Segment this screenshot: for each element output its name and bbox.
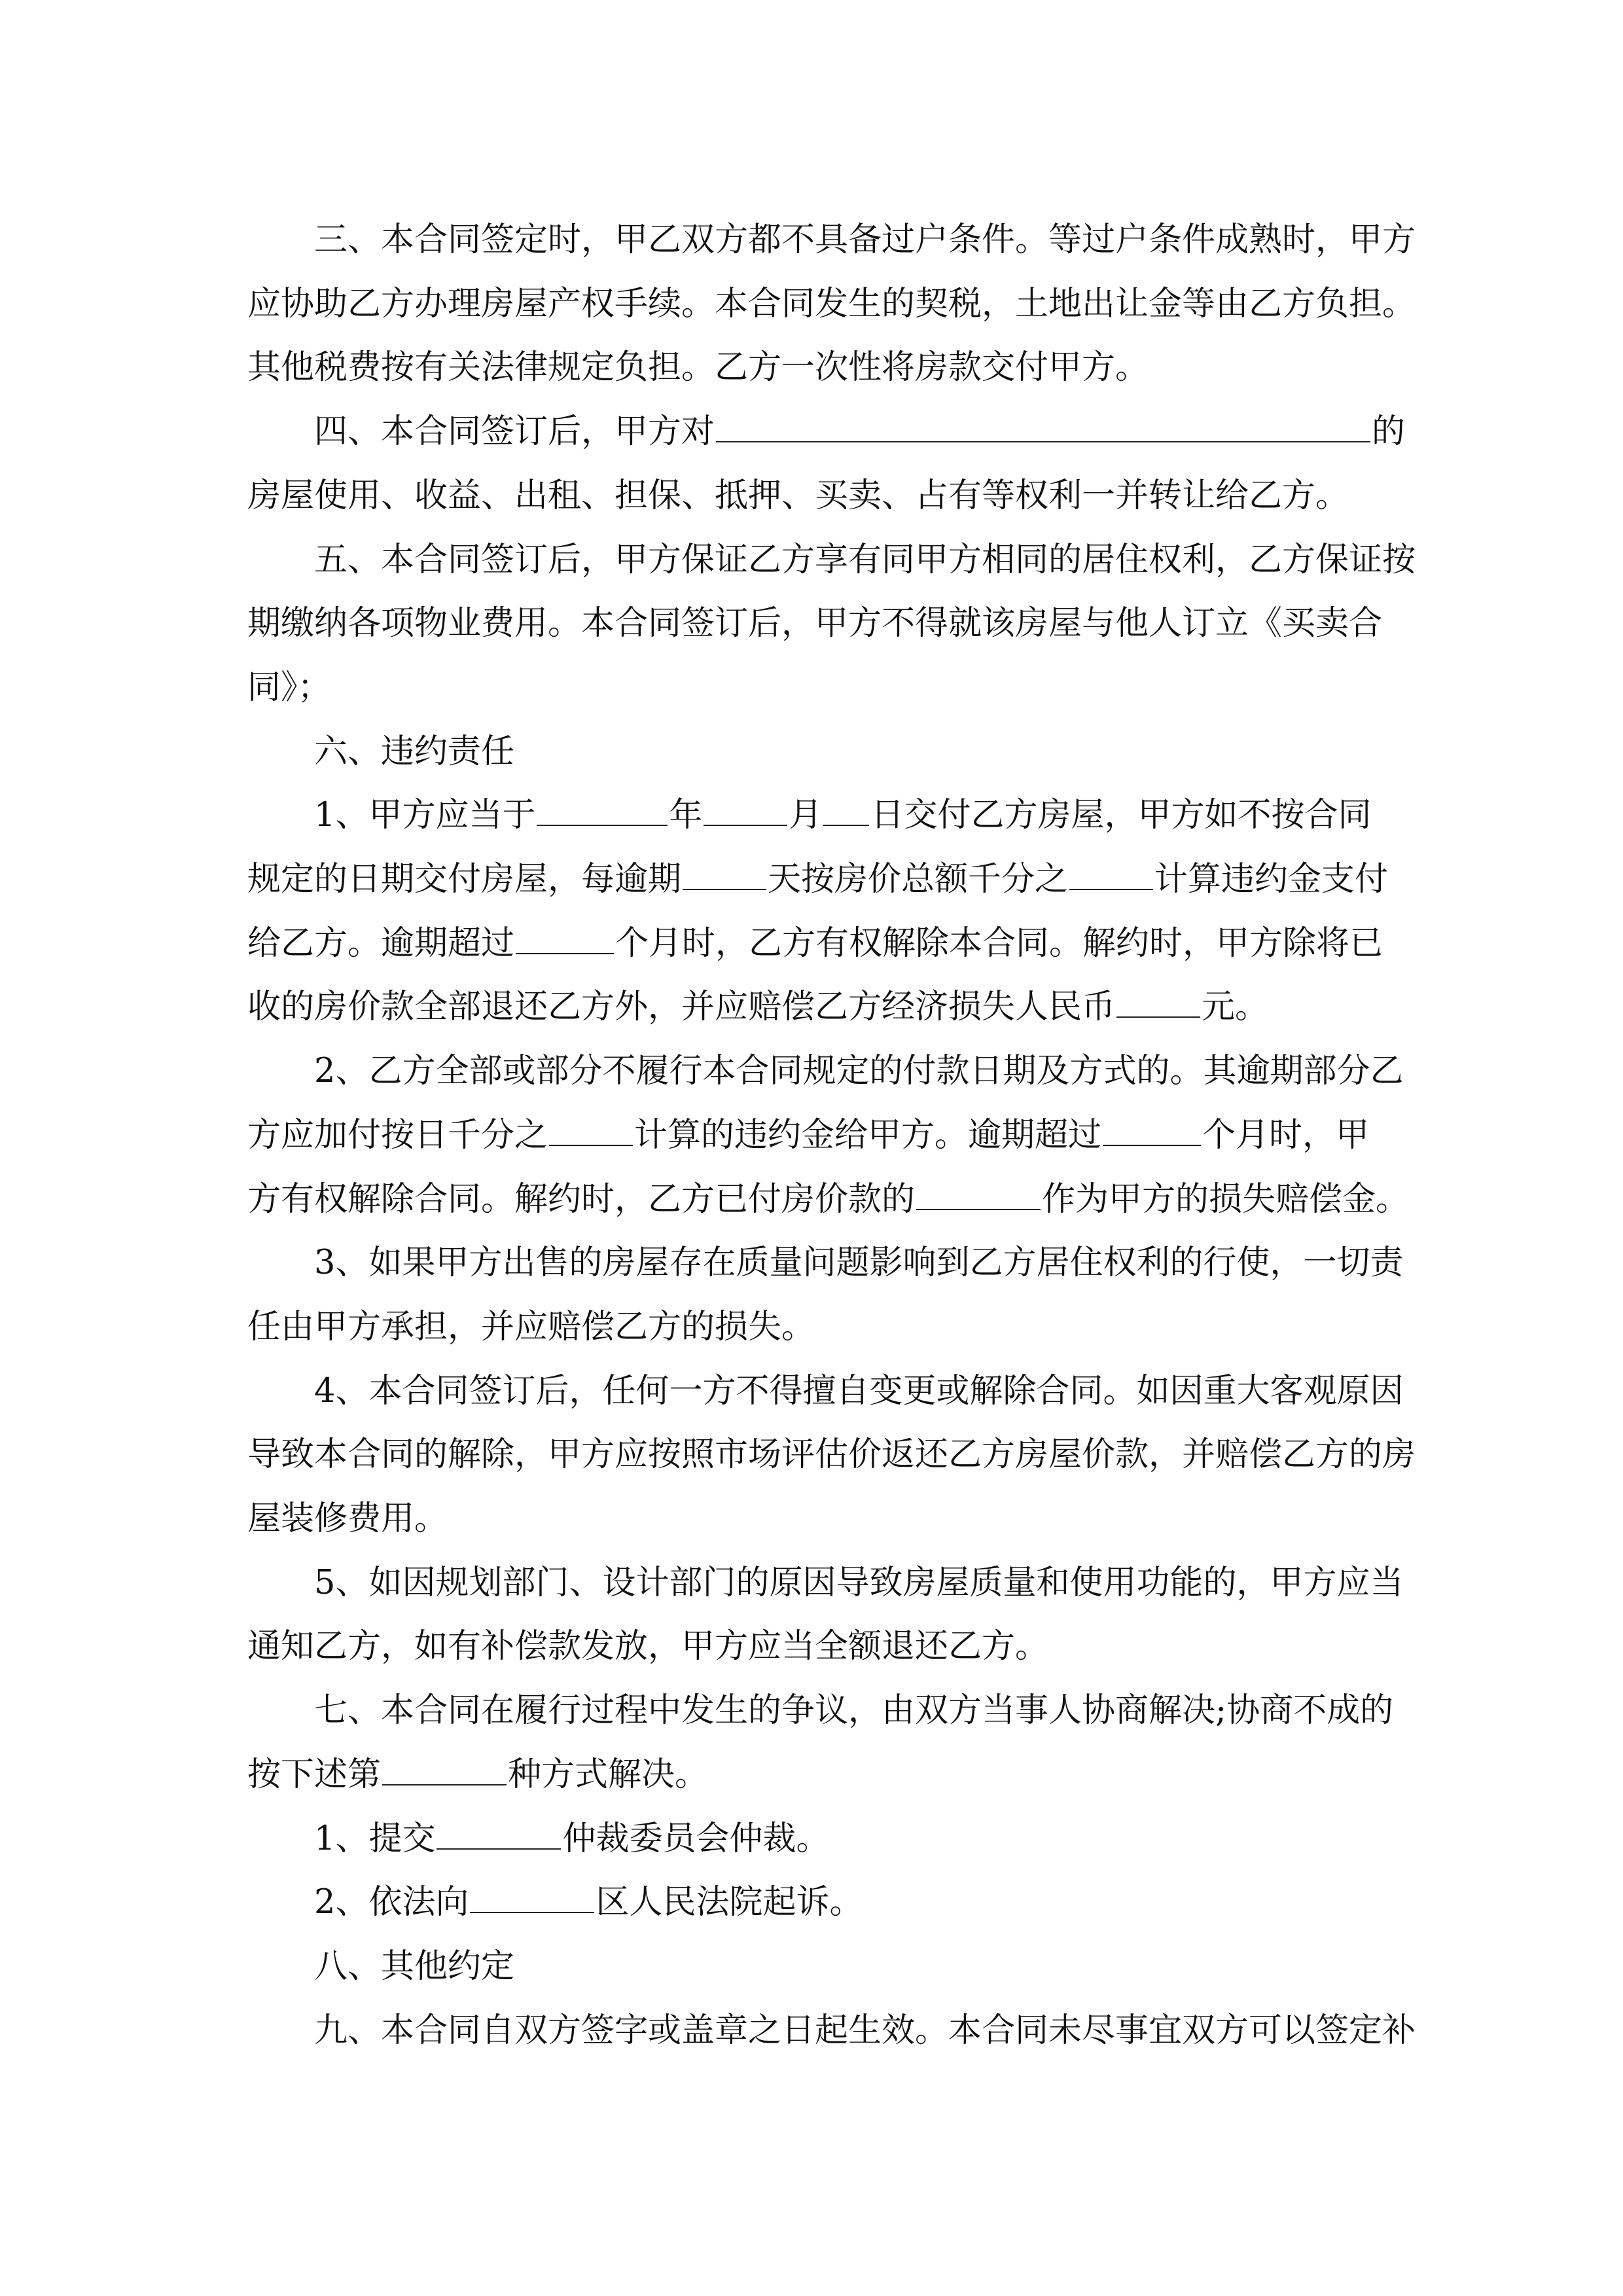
text-line: 房屋使用、收益、出租、担保、抵押、买卖、占有等权利一并转让给乙方。 xyxy=(247,476,1349,515)
text-line: 八、其他约定 xyxy=(314,1946,515,1986)
clause-6-5 xyxy=(247,1551,1404,1679)
fill-in-blank-months[interactable] xyxy=(516,921,614,954)
fill-in-blank-rate[interactable] xyxy=(1069,857,1153,890)
clause-6-4 xyxy=(247,1359,1416,1551)
text-segment: 方应加付按日千分之 xyxy=(247,1115,548,1155)
text-segment: 年 xyxy=(669,796,703,835)
text-segment: 仲裁委员会仲裁。 xyxy=(562,1819,830,1858)
text-line: 九、本合同自双方签字或盖章之日起生效。本合同未尽事宜双方可以签定补 xyxy=(314,2011,1416,2050)
clause-6-2 xyxy=(247,1039,1410,1231)
fill-in-blank-court[interactable] xyxy=(470,1880,594,1913)
clause-4 xyxy=(247,400,1406,528)
text-line: 同》； xyxy=(247,668,331,707)
text-segment: 给乙方。逾期超过 xyxy=(247,924,515,963)
contract-body xyxy=(247,208,1416,2062)
text-segment: 方有权解除合同。解约时，乙方已付房价款的 xyxy=(247,1179,916,1219)
text-line: 应协助乙方办理房屋产权手续。本合同发生的契税，土地出让金等由乙方负担。 xyxy=(247,284,1416,323)
text-line: 通知乙方，如有补偿款发放，甲方应当全额退还乙方。 xyxy=(247,1627,1049,1666)
text-segment: 元。 xyxy=(1202,988,1269,1027)
clause-3 xyxy=(247,208,1416,400)
text-segment: 收的房价款全部退还乙方外，并应赔偿乙方经济损失人民币 xyxy=(247,988,1116,1027)
text-segment: 1、提交 xyxy=(314,1819,436,1858)
section-heading-6 xyxy=(247,720,1394,784)
text-line: 六、违约责任 xyxy=(314,732,515,771)
section-heading-8 xyxy=(247,1935,1394,1999)
clause-9 xyxy=(247,1999,1416,2063)
text-segment: 规定的日期交付房屋，每逾期 xyxy=(247,860,682,899)
text-segment: 1、甲方应当于 xyxy=(314,796,536,835)
fill-in-blank-arbitration[interactable] xyxy=(437,1816,561,1849)
text-line: 七、本合同在履行过程中发生的争议，由双方当事人协商解决;协商不成的 xyxy=(314,1691,1394,1731)
text-segment: 计算的违约金给甲方。逾期超过 xyxy=(634,1115,1102,1155)
fill-in-blank-month[interactable] xyxy=(704,793,787,826)
clause-6-3 xyxy=(247,1231,1404,1359)
fill-in-blank-address[interactable] xyxy=(716,410,1370,442)
text-segment: 计算违约金支付 xyxy=(1154,860,1389,899)
clause-7-1 xyxy=(247,1807,1394,1871)
clause-7 xyxy=(247,1679,1394,1806)
text-segment: 月 xyxy=(789,796,823,835)
text-segment: 的 xyxy=(1372,412,1406,452)
text-line: 期缴纳各项物业费用。本合同签订后，甲方不得就该房屋与他人订立《买卖合 xyxy=(247,604,1383,643)
fill-in-blank-method[interactable] xyxy=(382,1752,507,1785)
fill-in-blank-year[interactable] xyxy=(537,793,668,826)
text-segment: 天按房价总额千分之 xyxy=(768,860,1069,899)
text-line: 5、如因规划部门、设计部门的原因导致房屋质量和使用功能的，甲方应当 xyxy=(314,1563,1404,1602)
fill-in-blank-days[interactable] xyxy=(683,857,766,890)
clause-7-2 xyxy=(247,1871,1394,1935)
fill-in-blank-rate[interactable] xyxy=(549,1113,633,1145)
text-segment: 2、依法向 xyxy=(314,1883,469,1922)
text-line: 导致本合同的解除，甲方应按照市场评估价返还乙方房屋价款，并赔偿乙方的房 xyxy=(247,1435,1416,1475)
text-line: 三、本合同签定时，甲乙双方都不具备过户条件。等过户条件成熟时，甲方 xyxy=(314,221,1416,259)
text-line: 五、本合同签订后，甲方保证乙方享有同甲方相同的居住权利，乙方保证按 xyxy=(314,540,1416,579)
text-segment: 个月时，甲 xyxy=(1202,1115,1370,1155)
fill-in-blank-ratio[interactable] xyxy=(916,1177,1041,1210)
text-segment: 按下述第 xyxy=(247,1755,382,1794)
text-segment: 四、本合同签订后，甲方对 xyxy=(314,412,715,452)
text-line: 屋装修费用。 xyxy=(247,1499,448,1539)
text-line: 4、本合同签订后，任何一方不得擅自变更或解除合同。如因重大客观原因 xyxy=(314,1371,1404,1410)
text-line: 其他税费按有关法律规定负担。乙方一次性将房款交付甲方。 xyxy=(247,348,1149,387)
text-segment: 区人民法院起诉。 xyxy=(596,1883,863,1922)
text-segment: 日交付乙方房屋，甲方如不按合同 xyxy=(870,796,1372,835)
fill-in-blank-amount[interactable] xyxy=(1116,985,1200,1018)
text-segment: 种方式解决。 xyxy=(508,1755,709,1794)
text-segment: 个月时，乙方有权解除本合同。解约时，甲方除将已 xyxy=(615,924,1383,963)
text-segment: 作为甲方的损失赔偿金。 xyxy=(1042,1179,1410,1219)
clause-5 xyxy=(247,528,1416,720)
text-line: 任由甲方承担，并应赔偿乙方的损失。 xyxy=(247,1307,815,1346)
text-line: 3、如果甲方出售的房屋存在质量问题影响到乙方居住权利的行使，一切责 xyxy=(314,1244,1404,1283)
fill-in-blank-months[interactable] xyxy=(1103,1113,1201,1145)
clause-6-1 xyxy=(247,783,1394,1039)
fill-in-blank-day[interactable] xyxy=(823,793,869,826)
text-line: 2、乙方全部或部分不履行本合同规定的付款日期及方式的。其逾期部分乙 xyxy=(314,1052,1404,1091)
